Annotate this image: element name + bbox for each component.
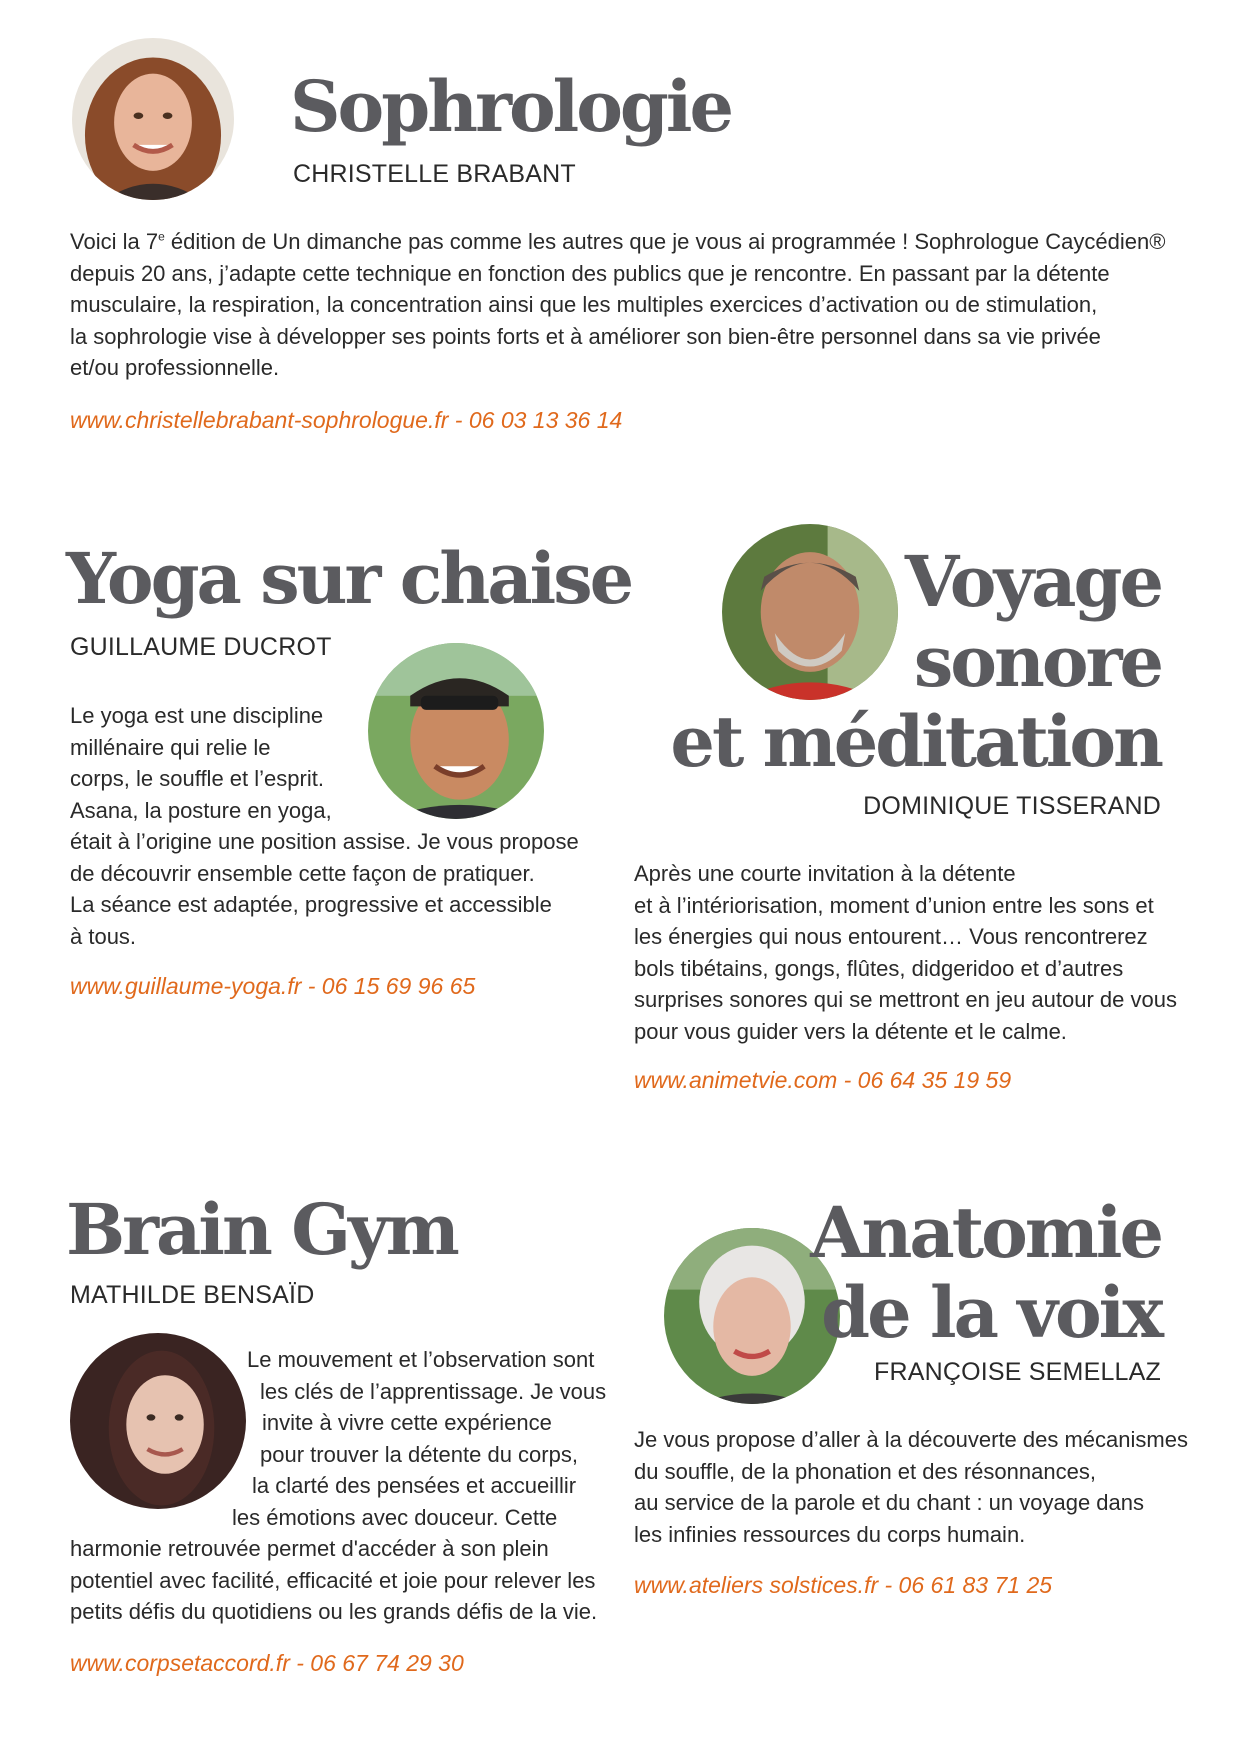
description-line: Le mouvement et l’observation sont [247,1347,595,1372]
description-line: de découvrir ensemble cette façon de pratiquer. [70,860,535,886]
description-line: musculaire, la respiration, la concentration ainsi que les multiples exercices d’activation ou de stimulation, [70,292,1098,317]
contact-link-yoga[interactable]: www.guillaume-yoga.fr - 06 15 69 96 65 [70,973,476,999]
description-line: à tous. [70,923,137,949]
description-line: harmonie retrouvée permet d'accéder à son plein [70,1536,549,1561]
title-line: Voyage [904,540,1161,623]
description-line: invite à vivre cette expérience [262,1410,552,1435]
section-title-anatomie-de-la-voix [810,1193,1161,1353]
section-title-yoga-sur-chaise: Yoga sur chaise [66,537,632,620]
description-brain-gym [70,1344,606,1628]
practitioner-name-dominique: DOMINIQUE TISSERAND [863,792,1161,820]
description-line: petits défis du quotidiens ou les grands défis de la vie. [70,1599,598,1624]
description-line: les émotions avec douceur. Cette [232,1504,558,1530]
description-anatomie-de-la-voix [634,1424,1188,1550]
description-line: les énergies qui nous entourent… Vous rencontrerez [634,924,1148,949]
description-line: et/ou professionnelle. [70,355,280,380]
description-line: Le yoga est une discipline [70,703,324,728]
section-title-brain-gym: Brain Gym [66,1188,457,1271]
description-yoga [70,700,579,952]
description-line: depuis 20 ans, j’adapte cette technique en fonction des publics que je rencontre. En passant par la détente [70,260,1110,286]
description-line: et à l’intériorisation, moment d’union entre les sons et [634,892,1154,918]
title-line: de la voix [821,1271,1161,1354]
practitioner-name-christelle: CHRISTELLE BRABANT [293,160,576,188]
contact-link-sophrologie[interactable]: www.christellebrabant-sophrologue.fr - 06 03 13 36 14 [70,407,623,433]
description-voyage-sonore [634,858,1177,1047]
section-title-voyage-sonore [670,542,1161,782]
description-sophrologie [70,226,1165,384]
description-line: Voici la 7e édition de Un dimanche pas comme les autres que je vous ai programmée ! Sophrologue Caycédien® [70,229,1166,254]
description-line: Après une courte invitation à la détente [634,861,1016,886]
description-line: La séance est adaptée, progressive et accessible [70,892,552,917]
description-line: potentiel avec facilité, efficacité et joie pour relever les [70,1567,596,1593]
description-line: du souffle, de la phonation et des résonnances, [634,1458,1096,1484]
contact-link-voyage-sonore[interactable]: www.animetvie.com - 06 64 35 19 59 [634,1067,1012,1093]
practitioner-name-guillaume: GUILLAUME DUCROT [70,633,332,661]
practitioner-name-francoise: FRANÇOISE SEMELLAZ [874,1358,1161,1386]
title-line: sonore [913,620,1161,703]
description-line: au service de la parole et du chant : un voyage dans [634,1490,1145,1515]
description-line: pour vous guider vers la détente et le calme. [634,1018,1067,1044]
contact-link-brain-gym[interactable]: www.corpsetaccord.fr - 06 67 74 29 30 [70,1650,464,1676]
description-line: Je vous propose d’aller à la découverte des mécanismes [634,1427,1188,1452]
description-line: les infinies ressources du corps humain. [634,1521,1026,1547]
description-line: bols tibétains, gongs, flûtes, didgeridoo et d’autres [634,955,1124,981]
description-line: surprises sonores qui se mettront en jeu autour de vous [634,987,1177,1012]
title-line: Anatomie [810,1191,1161,1274]
description-line: corps, le souffle et l’esprit. [70,766,324,791]
description-line: les clés de l’apprentissage. Je vous [260,1378,607,1404]
description-line: pour trouver la détente du corps, [260,1441,578,1467]
description-line: la clarté des pensées et accueillir [252,1473,577,1498]
description-line: la sophrologie vise à développer ses points forts et à améliorer son bien-être personnel dans sa vie privée [70,323,1101,349]
title-line: et méditation [670,700,1161,783]
practitioner-name-mathilde: MATHILDE BENSAÏD [70,1281,315,1309]
portrait-christelle-brabant [72,38,234,200]
description-line: Asana, la posture en yoga, [70,797,332,823]
description-line: était à l’origine une position assise. Je vous propose [70,829,579,854]
description-line: millénaire qui relie le [70,734,271,760]
contact-link-anatomie-de-la-voix[interactable]: www.ateliers solstices.fr - 06 61 83 71 25 [634,1572,1053,1598]
section-title-sophrologie: Sophrologie [290,65,732,148]
